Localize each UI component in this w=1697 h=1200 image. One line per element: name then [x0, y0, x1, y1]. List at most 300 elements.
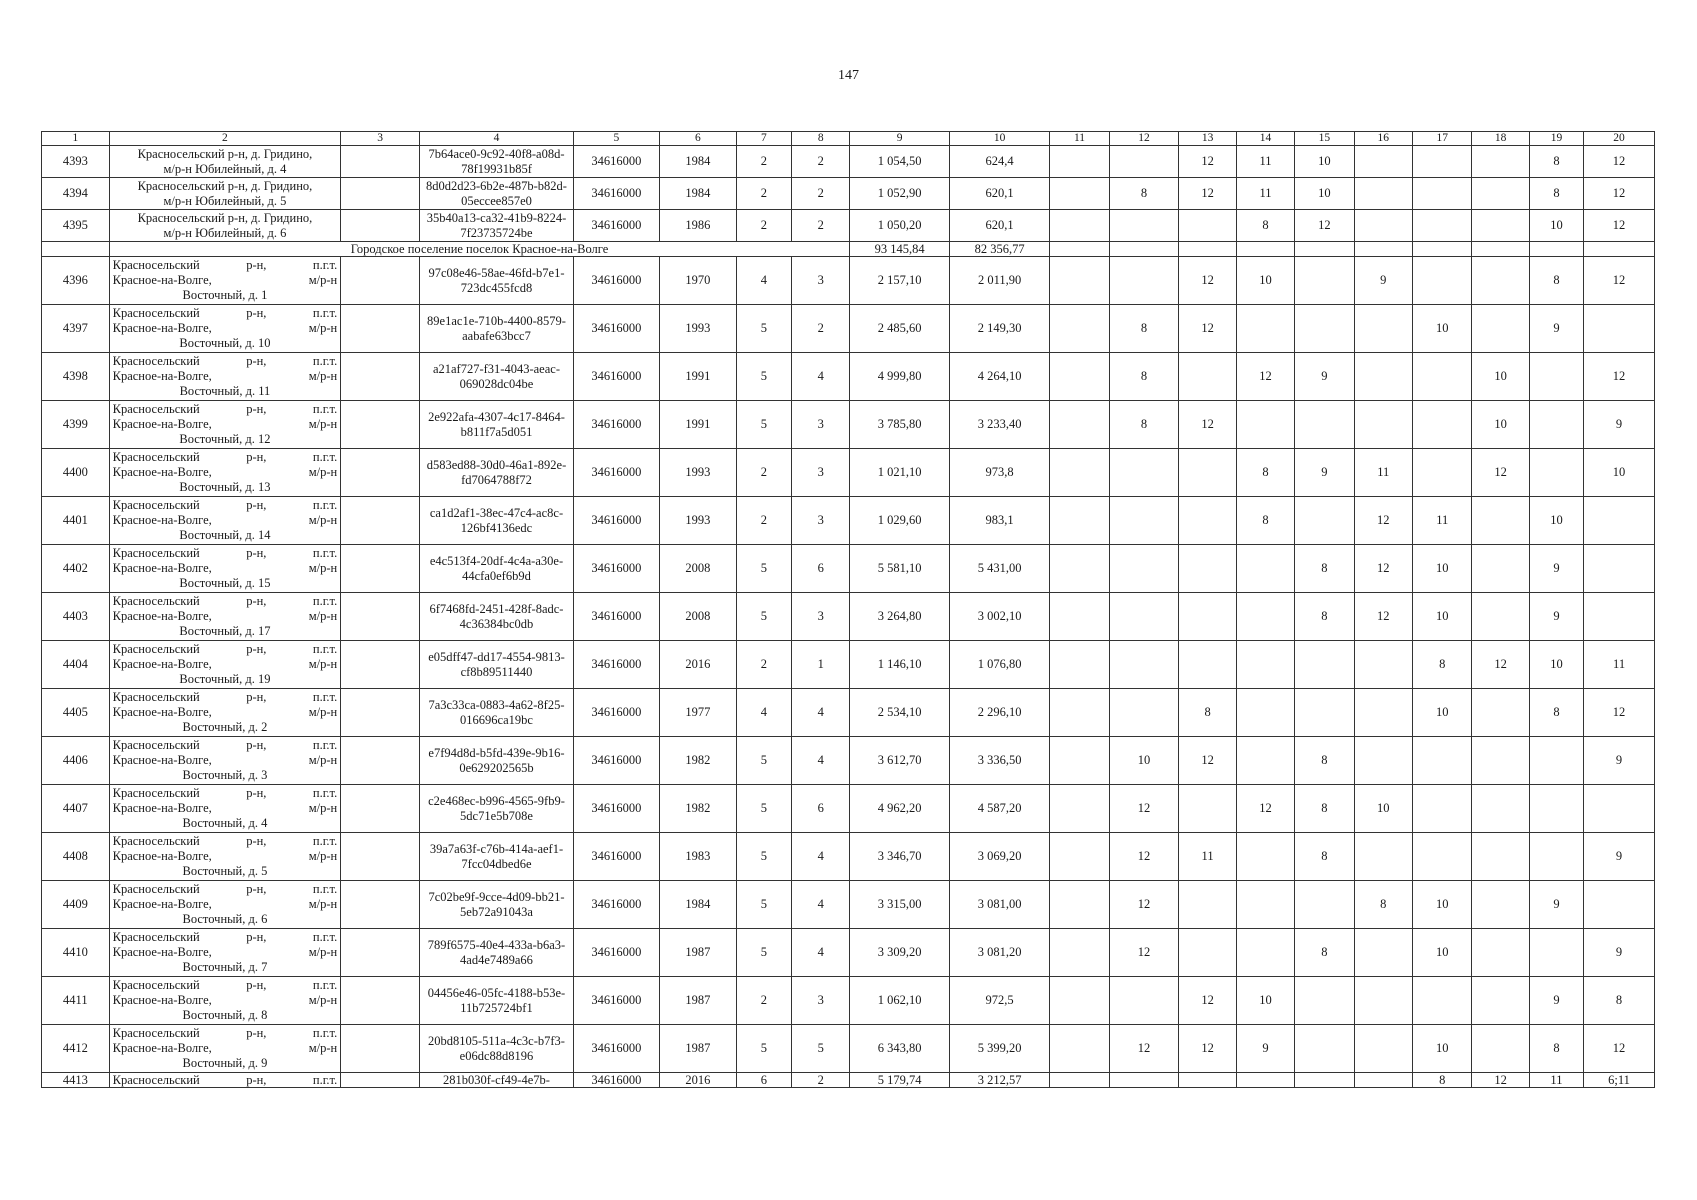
table-cell: [109, 977, 341, 1025]
table-cell: [1109, 977, 1179, 1025]
table-cell: 3 212,57: [949, 1073, 1049, 1088]
table-cell: 12: [1179, 1025, 1236, 1073]
table-cell: [1236, 401, 1294, 449]
table-cell: [1354, 689, 1412, 737]
table-cell: [1179, 497, 1236, 545]
table-cell: 8: [1529, 689, 1583, 737]
table-cell: 1987: [659, 977, 736, 1025]
table-cell: [1529, 833, 1583, 881]
cell-text: Восточный, д. 17: [179, 624, 271, 638]
table-cell: [1584, 545, 1655, 593]
table-cell: 12: [1584, 1025, 1655, 1073]
table-cell: [109, 785, 341, 833]
table-cell: 2 157,10: [850, 257, 949, 305]
table-cell: [1472, 257, 1529, 305]
table-cell: [1109, 449, 1179, 497]
table-row: [42, 593, 1655, 641]
table-cell: [420, 146, 574, 178]
table-cell: 4411: [42, 977, 110, 1025]
table-cell: [1295, 497, 1354, 545]
table-cell: 12: [1472, 1073, 1529, 1088]
table-cell: [1236, 641, 1294, 689]
table-cell: [1050, 929, 1109, 977]
cell-text: Красное-на-Волге,: [112, 1041, 212, 1055]
table-cell: 1 021,10: [850, 449, 949, 497]
table-cell: 2016: [659, 641, 736, 689]
table-cell: [341, 785, 420, 833]
table-cell: [1472, 1025, 1529, 1073]
table-cell: 9: [1584, 401, 1655, 449]
table-cell: 8: [1295, 929, 1354, 977]
column-number-row: [42, 132, 1655, 146]
table-cell: [109, 146, 341, 178]
cell-text: 89e1ac1e-710b-4400-: [427, 313, 537, 328]
table-cell: 4406: [42, 737, 110, 785]
table-cell: [1529, 929, 1583, 977]
table-cell: [1472, 737, 1529, 785]
table-cell: 8: [1295, 785, 1354, 833]
table-cell: 12: [1179, 737, 1236, 785]
column-header: 2: [109, 132, 341, 146]
column-header: 9: [850, 132, 949, 146]
cell-text: р-н,: [246, 354, 267, 368]
table-cell: 4405: [42, 689, 110, 737]
table-cell: 1987: [659, 929, 736, 977]
cell-text: Красное-на-Волге,: [112, 513, 212, 527]
cell-text: 6f7468fd-2451-428f-: [429, 601, 536, 616]
cell-text: п.г.т.: [312, 882, 338, 896]
table-cell: 8: [1529, 146, 1583, 178]
table-cell: 34616000: [573, 689, 659, 737]
table-cell: 4: [736, 257, 791, 305]
cell-text: Красносельский: [112, 402, 200, 416]
table-cell: 3: [792, 449, 850, 497]
cell-text: п.г.т.: [312, 738, 338, 752]
cell-text: р-н,: [246, 306, 267, 320]
table-cell: 281b030f-cf49-4e7b-: [420, 1073, 574, 1088]
cell-text: Восточный, д. 13: [179, 480, 271, 494]
cell-text: Красное-на-Волге,: [112, 369, 212, 383]
table-cell: 4: [792, 881, 850, 929]
table-cell: [1295, 1025, 1354, 1073]
table-cell: 4: [792, 929, 850, 977]
cell-text: м/р-н: [308, 561, 338, 575]
table-cell: [1413, 146, 1472, 178]
table-cell: [1236, 929, 1294, 977]
table-cell: 4394: [42, 178, 110, 210]
table-cell: 12: [1179, 401, 1236, 449]
table-cell: 10: [1109, 737, 1179, 785]
cell-text: м/р-н: [308, 369, 338, 383]
table-cell: [341, 178, 420, 210]
table-cell: 8: [1179, 689, 1236, 737]
table-cell: [341, 353, 420, 401]
table-cell: 1 146,10: [850, 641, 949, 689]
table-cell: 5: [736, 833, 791, 881]
cell-text: Восточный, д. 7: [182, 960, 268, 974]
table-cell: [1109, 641, 1179, 689]
cell-text: п.г.т.: [312, 834, 338, 848]
table-cell: 10: [1529, 210, 1583, 242]
table-cell: 10: [1472, 401, 1529, 449]
table-cell: 9: [1584, 833, 1655, 881]
table-row: [42, 545, 1655, 593]
table-cell: [1584, 305, 1655, 353]
table-cell: [1050, 977, 1109, 1025]
table-cell: 4 264,10: [949, 353, 1049, 401]
table-cell: 6: [792, 785, 850, 833]
cell-text: Красное-на-Волге,: [112, 849, 212, 863]
table-cell: 1993: [659, 497, 736, 545]
table-cell: 12: [1584, 689, 1655, 737]
table-cell: [420, 497, 574, 545]
table-cell: 3: [792, 401, 850, 449]
table-cell: [1236, 593, 1294, 641]
cell-text: п.г.т.: [312, 690, 338, 704]
table-cell: 4398: [42, 353, 110, 401]
cell-text: м/р-н: [308, 609, 338, 623]
table-cell: 11: [1236, 178, 1294, 210]
cell-text: п.г.т.: [312, 594, 338, 608]
cell-text: м/р-н: [308, 897, 338, 911]
cell-text: р-н,: [246, 450, 267, 464]
table-cell: 2008: [659, 593, 736, 641]
table-cell: 12: [1472, 449, 1529, 497]
table-cell: [1472, 929, 1529, 977]
table-cell: 10: [1236, 257, 1294, 305]
table-cell: [420, 689, 574, 737]
table-cell: [1050, 1073, 1109, 1088]
table-cell: [341, 449, 420, 497]
table-cell: [1472, 497, 1529, 545]
table-cell: [109, 257, 341, 305]
table-cell: [1050, 737, 1109, 785]
table-cell: [1354, 977, 1412, 1025]
table-cell: 34616000: [573, 449, 659, 497]
cell-text: b6a3-4ad4e7489a66: [460, 937, 566, 967]
table-cell: [341, 401, 420, 449]
cell-text: Красносельский: [112, 642, 200, 656]
cell-text: Восточный, д. 3: [182, 768, 268, 782]
table-cell: [109, 178, 341, 210]
table-cell: [1050, 641, 1109, 689]
table-cell: [420, 545, 574, 593]
table-cell: [1413, 257, 1472, 305]
table-cell: [1354, 146, 1412, 178]
table-cell: 12: [1179, 305, 1236, 353]
table-cell: [1295, 305, 1354, 353]
table-row: [42, 641, 1655, 689]
cell-text: a30e-44cfa0ef6b9d: [462, 553, 564, 583]
table-cell: 8: [1295, 545, 1354, 593]
table-cell: 34616000: [573, 146, 659, 178]
table-cell: 2: [792, 178, 850, 210]
table-cell: [341, 305, 420, 353]
cell-text: Восточный, д. 19: [179, 672, 271, 686]
table-cell: 2: [736, 178, 791, 210]
table-cell: [1354, 401, 1412, 449]
table-cell: [1413, 833, 1472, 881]
column-header: 19: [1529, 132, 1583, 146]
table-cell: 3 315,00: [850, 881, 949, 929]
table-cell: 2 296,10: [949, 689, 1049, 737]
column-header: 14: [1236, 132, 1294, 146]
table-row: [42, 1025, 1655, 1073]
cell-text: Восточный, д. 10: [179, 336, 271, 350]
table-cell: [1354, 641, 1412, 689]
table-cell: [420, 641, 574, 689]
cell-text: м/р-н: [308, 321, 338, 335]
table-cell: 4 962,20: [850, 785, 949, 833]
table-cell: [109, 593, 341, 641]
table-cell: [1050, 305, 1109, 353]
table-row: [42, 497, 1655, 545]
table-cell: [1109, 1073, 1179, 1088]
cell-text: м/р-н: [308, 513, 338, 527]
table-cell: [1236, 545, 1294, 593]
table-cell: [1050, 1025, 1109, 1073]
table-cell: 3: [792, 593, 850, 641]
table-cell: [1050, 545, 1109, 593]
table-cell: 8: [1295, 737, 1354, 785]
cell-text: 8224-7f23735724be: [460, 210, 567, 240]
table-row: [42, 146, 1655, 178]
table-cell: [1413, 977, 1472, 1025]
cell-text: a08d-78f19931b85f: [461, 146, 565, 176]
table-cell: 10: [1413, 881, 1472, 929]
table-cell: [420, 593, 574, 641]
column-header: 5: [573, 132, 659, 146]
table-cell: 12: [1179, 257, 1236, 305]
cell-text: b82d-05eccee857e0: [461, 178, 567, 208]
cell-text: п.г.т.: [312, 258, 338, 272]
table-cell: 8: [1529, 1025, 1583, 1073]
cell-text: aef1-7fcc04dbed6e: [461, 841, 564, 871]
table-cell: 8: [1413, 641, 1472, 689]
table-cell: 11: [1236, 146, 1294, 178]
table-cell: [1109, 689, 1179, 737]
cell-text: Красносельский: [112, 690, 200, 704]
table-cell: [1179, 242, 1236, 257]
table-cell: [1109, 545, 1179, 593]
table-cell: [1354, 178, 1412, 210]
table-cell: 4409: [42, 881, 110, 929]
table-cell: 8: [1236, 449, 1294, 497]
column-header: 12: [1109, 132, 1179, 146]
cell-text: Красное-на-Волге,: [112, 465, 212, 479]
cell-text: 9b16-0e629202565b: [459, 745, 565, 775]
table-cell: [341, 545, 420, 593]
table-cell: [1584, 785, 1655, 833]
table-cell: [1413, 210, 1472, 242]
table-cell: 3: [792, 977, 850, 1025]
table-cell: 2: [736, 449, 791, 497]
cell-text: 20bd8105-511a-4c3c-: [427, 1033, 538, 1048]
cell-text: 39a7a63f-c76b-414a-: [429, 841, 538, 856]
cell-text: п.г.т.: [312, 1026, 338, 1040]
cell-text: 789f6575-40e4-433a-: [427, 937, 537, 952]
table-cell: 3 612,70: [850, 737, 949, 785]
cell-text: р-н,: [246, 546, 267, 560]
table-cell: [109, 545, 341, 593]
table-cell: [1295, 1073, 1354, 1088]
cell-text: 2e922afa-4307-4c17-: [428, 409, 536, 424]
table-cell: [1529, 785, 1583, 833]
table-cell: [1413, 785, 1472, 833]
table-cell: 1 052,90: [850, 178, 949, 210]
table-cell: [1050, 210, 1109, 242]
cell-text: Восточный, д. 14: [179, 528, 271, 542]
table-cell: 5 399,20: [949, 1025, 1049, 1073]
cell-text: п.г.т.: [312, 546, 338, 560]
table-cell: 34616000: [573, 737, 659, 785]
table-cell: [341, 881, 420, 929]
table-cell: 82 356,77: [949, 242, 1049, 257]
cell-text: Красносельский: [112, 834, 200, 848]
column-header: 20: [1584, 132, 1655, 146]
cell-text: 9fb9-5dc71e5b708e: [460, 793, 565, 823]
table-cell: [109, 929, 341, 977]
table-cell: 4: [792, 353, 850, 401]
table-cell: [420, 929, 574, 977]
table-cell: 3 264,80: [850, 593, 949, 641]
column-header: 10: [949, 132, 1049, 146]
table-cell: 12: [1236, 785, 1294, 833]
table-cell: [1050, 785, 1109, 833]
table-cell: 10: [1236, 977, 1294, 1025]
table-cell: [420, 833, 574, 881]
table-cell: [341, 929, 420, 977]
cell-text: aeac-069028dc04be: [459, 361, 560, 391]
table-cell: 10: [1529, 497, 1583, 545]
cell-text: р-н,: [246, 786, 267, 800]
cell-text: Красносельский: [112, 546, 200, 560]
cell-text: c2e468ec-b996-4565-: [428, 793, 538, 808]
table-cell: [1050, 449, 1109, 497]
table-cell: 9: [1529, 977, 1583, 1025]
table-cell: [1179, 210, 1236, 242]
table-cell: 12: [1584, 257, 1655, 305]
table-cell: 3 309,20: [850, 929, 949, 977]
table-cell: [1179, 593, 1236, 641]
table-cell: 1982: [659, 737, 736, 785]
cell-text: м/р-н Юбилейный, д. 6: [163, 225, 287, 240]
table-cell: [1472, 833, 1529, 881]
table-cell: 12: [1354, 593, 1412, 641]
cell-text: р-н,: [246, 642, 267, 656]
table-cell: 1 050,20: [850, 210, 949, 242]
table-cell: [1050, 497, 1109, 545]
table-cell: [1472, 881, 1529, 929]
cell-text: d583ed88-30d0-46a1-: [426, 457, 538, 472]
table-cell: 4402: [42, 545, 110, 593]
table-cell: [1109, 497, 1179, 545]
table-cell: 624,4: [949, 146, 1049, 178]
table-cell: 1993: [659, 305, 736, 353]
table-row: [42, 737, 1655, 785]
cell-text: п.г.т.: [312, 1072, 338, 1087]
table-cell: 1991: [659, 353, 736, 401]
cell-text: п.г.т.: [312, 306, 338, 320]
table-cell: 620,1: [949, 210, 1049, 242]
table-cell: 10: [1584, 449, 1655, 497]
table-cell: [1109, 257, 1179, 305]
table-cell: 620,1: [949, 178, 1049, 210]
cell-text: м/р-н: [308, 753, 338, 767]
table-cell: [420, 449, 574, 497]
table-cell: Городское поселение поселок Красное-на-Волге: [109, 242, 850, 257]
table-cell: 5: [736, 737, 791, 785]
table-cell: [1109, 210, 1179, 242]
table-cell: 34616000: [573, 497, 659, 545]
table-cell: 10: [1413, 1025, 1472, 1073]
table-cell: [1584, 881, 1655, 929]
table-cell: 3 069,20: [949, 833, 1049, 881]
table-cell: 8: [1236, 497, 1294, 545]
table-cell: 93 145,84: [850, 242, 949, 257]
table-cell: 1 054,50: [850, 146, 949, 178]
table-cell: 1984: [659, 178, 736, 210]
table-cell: 1991: [659, 401, 736, 449]
cell-text: 7c02be9f-9cce-4d09-: [428, 889, 536, 904]
table-cell: 2: [792, 1073, 850, 1088]
table-cell: 11: [1413, 497, 1472, 545]
column-header: 1: [42, 132, 110, 146]
cell-text: м/р-н: [308, 849, 338, 863]
table-cell: 6: [736, 1073, 791, 1088]
cell-text: Красносельский: [112, 1072, 200, 1087]
table-cell: [42, 242, 110, 257]
cell-text: м/р-н: [308, 417, 338, 431]
table-cell: 34616000: [573, 881, 659, 929]
table-cell: [109, 641, 341, 689]
table-cell: 2: [792, 146, 850, 178]
column-header: 3: [341, 132, 420, 146]
table-cell: 3 785,80: [850, 401, 949, 449]
table-cell: [1179, 641, 1236, 689]
cell-text: Красносельский р-н, д. Гридино,: [137, 178, 313, 193]
table-cell: 11: [1584, 641, 1655, 689]
table-cell: [1236, 881, 1294, 929]
table-cell: 4395: [42, 210, 110, 242]
table-cell: [420, 257, 574, 305]
table-row: [42, 210, 1655, 242]
table-cell: [341, 146, 420, 178]
table-cell: [1472, 178, 1529, 210]
table-cell: [1584, 593, 1655, 641]
table-cell: [1354, 353, 1412, 401]
table-cell: 12: [1584, 353, 1655, 401]
cell-text: р-н,: [246, 738, 267, 752]
table-cell: 11: [1179, 833, 1236, 881]
table-cell: 3 081,20: [949, 929, 1049, 977]
cell-text: м/р-н: [308, 657, 338, 671]
cell-text: Красное-на-Волге,: [112, 753, 212, 767]
table-cell: 9: [1529, 881, 1583, 929]
table-cell: [1413, 737, 1472, 785]
table-cell: 4: [792, 689, 850, 737]
table-cell: [420, 353, 574, 401]
table-cell: 4404: [42, 641, 110, 689]
table-cell: [1109, 593, 1179, 641]
table-cell: [1295, 689, 1354, 737]
table-cell: 5 179,74: [850, 1073, 949, 1088]
cell-text: м/р-н: [308, 273, 338, 287]
cell-text: Красносельский: [112, 354, 200, 368]
table-cell: 12: [1109, 929, 1179, 977]
table-cell: 8: [1109, 305, 1179, 353]
table-cell: 8: [1236, 210, 1294, 242]
